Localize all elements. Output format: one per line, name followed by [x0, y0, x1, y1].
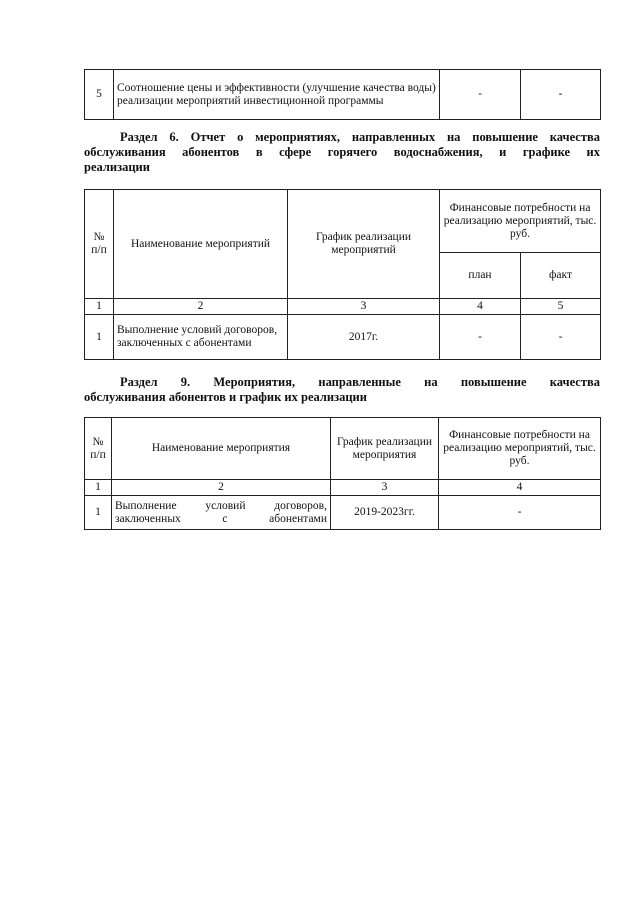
header-num: № п/п — [85, 190, 114, 299]
section6-heading: Раздел 6. Отчет о мероприятиях, направленных на повышение качества обслуживания абонентов в сфере горячего водоснабжения, и графике их реализации — [84, 130, 600, 174]
header-fact: факт — [521, 253, 601, 299]
header-plan: план — [440, 253, 521, 299]
section9-table — [84, 417, 601, 530]
header-num: № п/п — [85, 418, 112, 480]
index-cell: 1 — [85, 480, 112, 496]
index-cell: 3 — [288, 299, 440, 315]
index-cell: 5 — [521, 299, 601, 315]
index-cell: 4 — [440, 299, 521, 315]
header-row — [85, 418, 601, 480]
index-cell: 4 — [439, 480, 601, 496]
index-cell: 1 — [85, 299, 114, 315]
header-schedule: График реализации мероприятий — [288, 190, 440, 299]
row-number: 1 — [85, 496, 112, 530]
continuation-table — [84, 69, 601, 120]
header-row — [85, 190, 601, 253]
index-row — [85, 480, 601, 496]
section6-table — [84, 189, 601, 360]
table-row — [85, 315, 601, 360]
table-row — [85, 70, 601, 120]
section9-heading: Раздел 9. Мероприятия, направленные на повышение качества обслуживания абонентов и график их реализации — [84, 375, 600, 404]
index-cell: 2 — [114, 299, 288, 315]
measure-name: Соотношение цены и эффективности (улучшение качества воды) реализации мероприятий инвестиционной программы — [114, 70, 440, 120]
plan-value: - — [440, 315, 521, 360]
schedule-value: 2019-2023гг. — [331, 496, 439, 530]
finance-value: - — [439, 496, 601, 530]
index-cell: 3 — [331, 480, 439, 496]
index-cell: 2 — [112, 480, 331, 496]
header-schedule: График реализации мероприятия — [331, 418, 439, 480]
header-finance: Финансовые потребности на реализацию мероприятий, тыс. руб. — [440, 190, 601, 253]
plan-value: - — [440, 70, 521, 120]
table-row — [85, 496, 601, 530]
fact-value: - — [521, 315, 601, 360]
fact-value: - — [521, 70, 601, 120]
header-name: Наименование мероприятий — [114, 190, 288, 299]
row-number: 5 — [85, 70, 114, 120]
row-number: 1 — [85, 315, 114, 360]
measure-name: Выполнение условий договоров, заключенных с абонентами — [114, 315, 288, 360]
header-name: Наименование мероприятия — [112, 418, 331, 480]
measure-name: Выполнение условий договоров, заключенных с абонентами — [112, 496, 331, 530]
index-row — [85, 299, 601, 315]
header-finance: Финансовые потребности на реализацию мероприятий, тыс. руб. — [439, 418, 601, 480]
schedule-value: 2017г. — [288, 315, 440, 360]
